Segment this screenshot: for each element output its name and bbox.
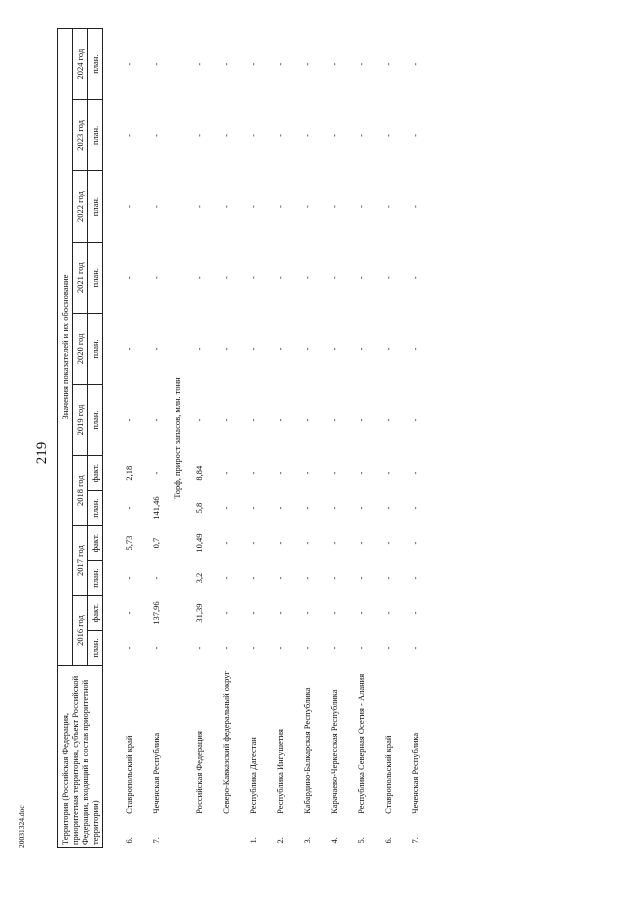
value-cell: - [193,62,204,66]
row-number: 5. [355,837,366,844]
value-cell: - [274,418,285,422]
territory-name: Республика Ингушетия [274,729,285,814]
value-cell: - [123,646,134,650]
table-row [185,29,212,848]
row-number: 6. [123,837,134,844]
value-cell: - [355,611,366,615]
value-cell: - [355,506,366,510]
row-number [185,815,212,848]
value-cell: - [220,506,231,510]
plan-header: план. [88,561,103,596]
table-row [239,29,266,848]
row-number: 6. [382,837,393,844]
value-cell: - [328,205,339,208]
value-cell: - [328,541,339,545]
value-cell: - [274,541,285,545]
value-cell: - [274,134,285,137]
value-cell: - [274,646,285,650]
value-cell: - [355,276,366,280]
territory-column-header: Территория (Российская Федерация, приоритетная территория, субъект Российской Федерации, входящий в состав приоритетной территории) [58,666,103,848]
value-cell: - [328,276,339,280]
value-cell: - [301,62,312,66]
value-cell: - [123,62,134,66]
value-cell: - [274,347,285,351]
value-cell: - [150,205,161,208]
value-cell: - [355,418,366,422]
value-cell: - [409,541,420,545]
value-cell: - [301,347,312,351]
value-cell: 10,49 [193,533,204,553]
territory-name: Карачаево-Черкесская Республика [328,689,339,814]
value-cell: - [382,205,393,208]
value-cell: - [301,541,312,545]
row-number: 1. [247,837,258,844]
table-row [347,29,374,848]
value-cell: 3,2 [193,572,204,584]
value-cell: - [274,471,285,475]
fact-header: факт. [88,456,103,491]
value-cell: - [150,276,161,280]
value-cell: - [274,576,285,580]
value-cell: - [123,506,134,510]
year-header: 2024 год [73,29,88,100]
value-cell: - [220,576,231,580]
table-row [401,29,428,848]
value-cell: 137,96 [150,601,161,625]
value-cell: - [355,62,366,66]
value-cell: - [247,541,258,545]
value-cell: - [301,276,312,280]
table-row [320,29,347,848]
table-row [374,29,401,848]
value-cell: - [247,205,258,208]
value-cell: - [123,205,134,208]
table-row [115,29,142,848]
value-cell: - [247,471,258,475]
value-cell: - [123,576,134,580]
value-cell: - [355,134,366,137]
year-header: 2017 год [73,526,88,596]
row-number: 3. [301,837,312,844]
section-title: Торф, прирост запасов, млн. тонн [172,377,182,499]
value-cell: - [301,646,312,650]
value-cell: - [123,611,134,615]
value-cell: 5,8 [193,502,204,514]
value-cell: - [123,347,134,351]
value-cell: 8,84 [193,465,204,481]
page-number: 219 [34,441,50,465]
value-cell: - [328,506,339,510]
value-cell: - [150,62,161,66]
value-cell: - [409,347,420,351]
value-cell: - [247,347,258,351]
year-header: 2018 год [73,456,88,526]
value-cell: - [382,506,393,510]
value-cell: - [247,646,258,650]
territory-name: Чеченская Республика [409,732,420,814]
value-cell: - [274,205,285,208]
row-number: 7. [150,837,161,844]
value-cell: - [220,134,231,137]
value-cell: - [247,62,258,66]
value-cell: - [247,418,258,422]
territory-name: Республика Дагестан [247,737,258,814]
value-cell: - [382,347,393,351]
value-cell: - [301,134,312,137]
value-cell: - [382,541,393,545]
value-cell: - [355,576,366,580]
table-body [103,29,429,848]
value-cell: - [220,347,231,351]
value-cell: - [328,418,339,422]
plan-header: план. [88,100,103,171]
territory-name: Ставропольский край [123,735,134,814]
value-cell: - [409,646,420,650]
value-cell: 141,46 [150,496,161,520]
value-cell: - [247,611,258,615]
value-cell: 0,7 [150,537,161,549]
value-cell: - [220,205,231,208]
value-cell: - [409,576,420,580]
table-row [266,29,293,848]
value-cell: - [409,506,420,510]
rotated-table-container [57,28,597,848]
value-cell: - [220,471,231,475]
value-cell: - [193,276,204,280]
fact-header: факт. [88,596,103,631]
value-cell: - [193,205,204,208]
row-number: 7. [409,837,420,844]
value-cell: - [355,347,366,351]
year-header: 2021 год [73,242,88,313]
value-cell: - [382,646,393,650]
year-header: 2020 год [73,313,88,384]
value-cell: - [355,205,366,208]
value-cell: - [328,646,339,650]
value-cell: - [328,576,339,580]
value-cell: - [409,276,420,280]
territory-name: Российская Федерация [193,731,204,814]
value-cell: - [328,134,339,137]
value-cell: - [193,646,204,650]
territory-name: Северо-Кавказский федеральный округ [220,670,231,814]
territory-name: Кабардино-Балкарская Республика [301,687,312,814]
row-number: 2. [274,837,285,844]
value-cell: - [247,276,258,280]
value-cell: - [274,276,285,280]
value-cell: - [247,576,258,580]
document-filename: 20031324.doc [17,805,26,848]
indicators-table [57,28,428,848]
values-caption: Значения показателей и их обоснование [58,29,73,666]
territory-name: Чеченская Республика [150,732,161,814]
territory-name: Республика Северная Осетия - Алания [355,673,366,814]
value-cell: - [382,576,393,580]
value-cell: - [193,347,204,351]
value-cell: - [301,418,312,422]
value-cell: - [409,205,420,208]
fact-header: факт. [88,526,103,561]
value-cell: - [382,134,393,137]
territory-name: Ставропольский край [382,735,393,814]
value-cell: - [220,276,231,280]
value-cell: - [382,611,393,615]
value-cell: - [409,62,420,66]
value-cell: - [409,471,420,475]
value-cell: - [301,205,312,208]
plan-header: план. [88,313,103,384]
value-cell: - [123,134,134,137]
value-cell: 31,39 [193,603,204,623]
value-cell: - [301,471,312,475]
value-cell: - [150,347,161,351]
value-cell: - [301,576,312,580]
value-cell: - [123,418,134,422]
value-cell: - [328,347,339,351]
value-cell: - [409,611,420,615]
value-cell: - [382,62,393,66]
plan-header: план. [88,631,103,666]
value-cell: - [409,418,420,422]
table-row [293,29,320,848]
value-cell: - [247,134,258,137]
value-cell: - [247,506,258,510]
value-cell: - [193,418,204,422]
table-row [212,29,239,848]
year-header: 2019 год [73,384,88,455]
value-cell: - [150,471,161,475]
value-cell: - [328,611,339,615]
plan-header: план. [88,242,103,313]
plan-header: план. [88,29,103,100]
year-header: 2023 год [73,100,88,171]
value-cell: - [328,471,339,475]
value-cell: - [220,418,231,422]
plan-header: план. [88,384,103,455]
value-cell: - [123,276,134,280]
value-cell: 2,18 [123,465,134,481]
value-cell: 5,73 [123,535,134,551]
value-cell: - [220,646,231,650]
value-cell: - [382,418,393,422]
value-cell: - [328,62,339,66]
value-cell: - [409,134,420,137]
row-number: 4. [328,837,339,844]
table-row [142,29,169,848]
value-cell: - [220,611,231,615]
row-number [212,815,239,848]
value-cell: - [150,418,161,422]
table-header [58,29,103,848]
value-cell: - [382,276,393,280]
value-cell: - [150,134,161,137]
value-cell: - [274,62,285,66]
value-cell: - [355,646,366,650]
value-cell: - [193,134,204,137]
year-header: 2016 год [73,596,88,666]
year-header: 2022 год [73,171,88,242]
value-cell: - [355,541,366,545]
value-cell: - [355,471,366,475]
value-cell: - [150,646,161,650]
value-cell: - [274,611,285,615]
value-cell: - [274,506,285,510]
plan-header: план. [88,171,103,242]
value-cell: - [382,471,393,475]
value-cell: - [150,576,161,580]
plan-header: план. [88,491,103,526]
value-cell: - [220,541,231,545]
value-cell: - [301,506,312,510]
value-cell: - [301,611,312,615]
value-cell: - [220,62,231,66]
